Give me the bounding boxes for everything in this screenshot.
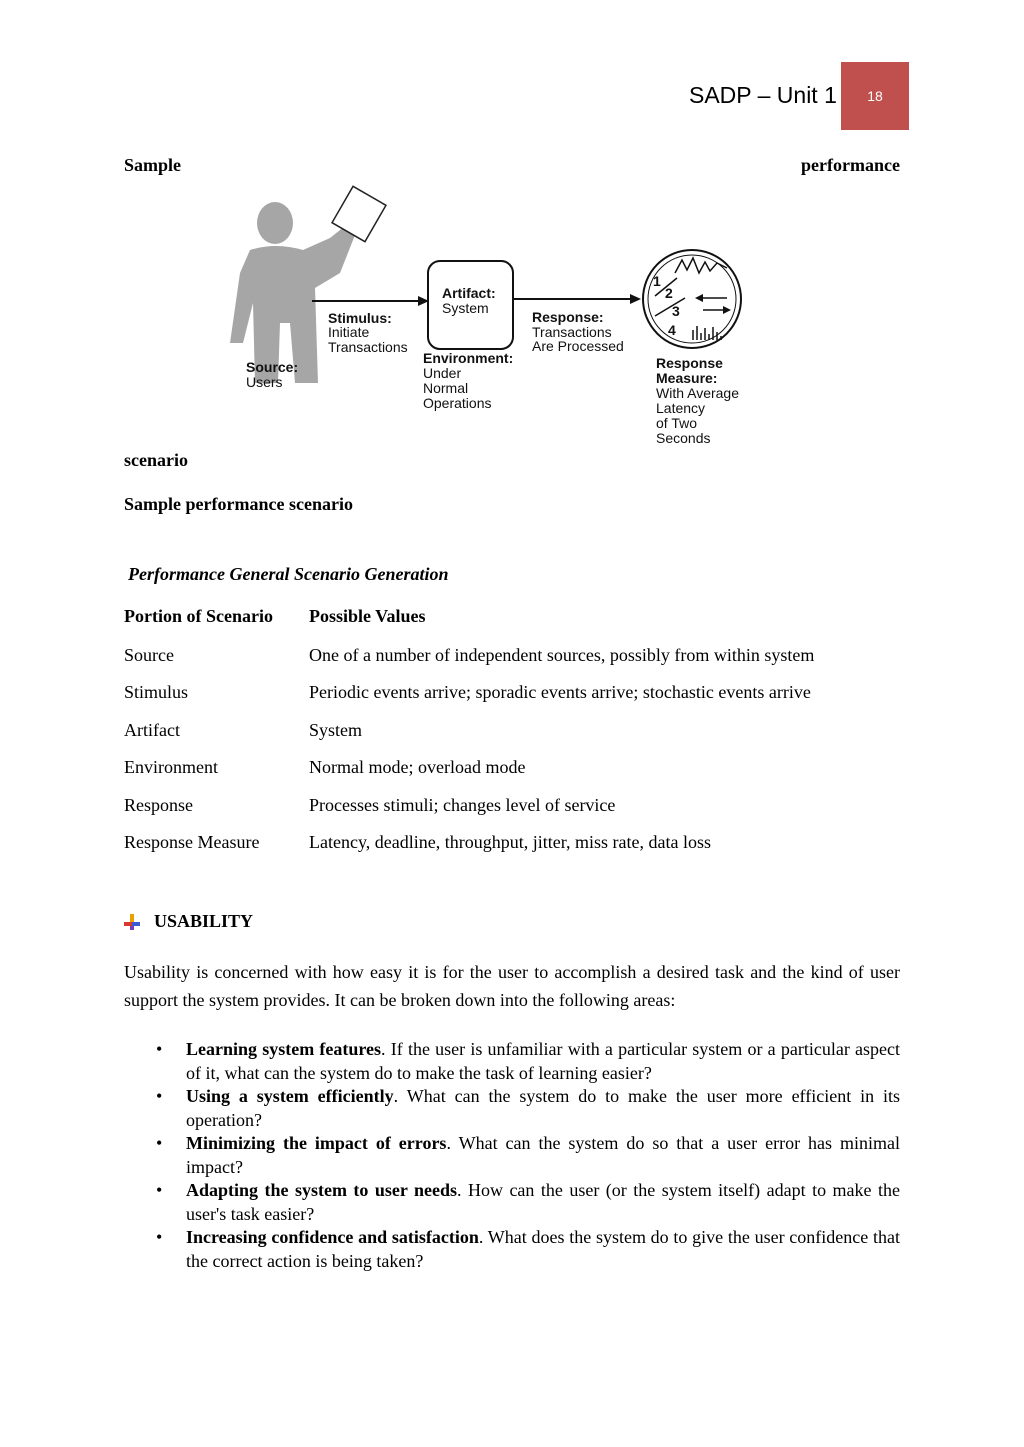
clock-number-1: 1 — [653, 273, 661, 289]
figure-caption: Sample performance scenario — [124, 494, 353, 514]
bullet-dot: • — [156, 1133, 163, 1153]
table-title: Performance General Scenario Generation — [128, 564, 449, 584]
usability-heading — [124, 911, 253, 932]
response-arrow — [513, 294, 641, 304]
list-item — [124, 1132, 900, 1179]
bullet-bold: Increasing confidence and satisfaction — [186, 1227, 479, 1247]
measure-label-line2: Measure: — [656, 370, 718, 386]
bullet-dot: • — [156, 1180, 163, 1200]
environment-label: Environment: — [423, 350, 514, 366]
stimulus-line2: Transactions — [328, 339, 408, 355]
environment-line2: Normal — [423, 380, 469, 396]
bullet-bold: Learning system features — [186, 1039, 382, 1059]
table-cell-values: Periodic events arrive; sporadic events arrive; stochastic events arrive — [309, 682, 811, 702]
measure-line1: With Average — [656, 385, 740, 401]
measure-line3: of Two — [656, 415, 697, 431]
stimulus-arrow — [312, 296, 429, 306]
colored-bullet-icon — [124, 914, 140, 930]
usability-heading-text: USABILITY — [154, 911, 254, 931]
bullet-dot: • — [156, 1227, 163, 1247]
bullet-dot: • — [156, 1086, 163, 1106]
artifact-label: Artifact: — [442, 285, 496, 301]
table-cell-portion: Environment — [124, 757, 218, 777]
clock-number-3: 3 — [672, 303, 680, 319]
source-value: Users — [246, 374, 283, 390]
measure-line4: Seconds — [656, 430, 711, 446]
environment-line1: Under — [423, 365, 462, 381]
caption-right-word: performance — [801, 155, 900, 175]
bullet-text: . What can the system do so that a user error has minimal impact? — [186, 1133, 900, 1177]
header-title: SADP – Unit 1 — [689, 82, 837, 108]
source-label: Source: — [246, 359, 299, 375]
bullet-bold: Adapting the system to user needs — [186, 1180, 458, 1200]
list-item — [124, 1226, 900, 1273]
artifact-value: System — [442, 300, 489, 316]
usability-bullet-list — [124, 1038, 900, 1273]
caption-scenario-word: scenario — [124, 450, 188, 470]
list-item — [124, 1085, 900, 1132]
bullet-dot: • — [156, 1039, 163, 1059]
table-cell-values: One of a number of independent sources, possibly from within system — [309, 645, 815, 665]
table-cell-portion: Response Measure — [124, 832, 260, 852]
table-cell-values: System — [309, 720, 363, 740]
user-figure-icon — [230, 202, 357, 383]
bullet-text: . How can the user (or the system itself) adapt to make the user's task easier? — [186, 1180, 900, 1224]
table-header-values: Possible Values — [309, 606, 426, 626]
stimulus-line1: Initiate — [328, 324, 370, 340]
measure-line2: Latency — [656, 400, 706, 416]
table-cell-portion: Stimulus — [124, 682, 189, 702]
table-header-portion: Portion of Scenario — [124, 606, 273, 626]
bullet-text: . What can the system do to make the user more efficient in its operation? — [186, 1086, 900, 1130]
list-item — [124, 1179, 900, 1226]
clock-number-2: 2 — [665, 285, 673, 301]
table-cell-portion: Source — [124, 645, 174, 665]
response-line1: Transactions — [532, 324, 612, 340]
caption-left-word: Sample — [124, 155, 182, 175]
page-number-badge: 18 — [841, 62, 909, 130]
stimulus-label: Stimulus: — [328, 310, 392, 326]
performance-scenario-figure — [215, 178, 775, 450]
environment-line3: Operations — [423, 395, 492, 411]
bullet-text: . What does the system do to give the user confidence that the correct action is being taken? — [186, 1227, 900, 1271]
stopwatch-icon — [643, 250, 741, 348]
table-cell-values: Normal mode; overload mode — [309, 757, 526, 777]
measure-label-line1: Response — [656, 355, 723, 371]
usability-paragraph: Usability is concerned with how easy it is for the user to accomplish a desired task and the kind of user support the system provides. It can be broken down into the following areas: — [124, 962, 900, 1010]
response-label: Response: — [532, 309, 604, 325]
bullet-bold: Using a system efficiently — [186, 1086, 394, 1106]
clock-number-4: 4 — [668, 322, 676, 338]
table-cell-portion: Artifact — [124, 720, 180, 740]
list-item — [124, 1038, 900, 1085]
bullet-bold: Minimizing the impact of errors — [186, 1133, 447, 1153]
table-cell-values: Latency, deadline, throughput, jitter, miss rate, data loss — [309, 832, 712, 852]
response-line2: Are Processed — [532, 338, 624, 354]
table-cell-values: Processes stimuli; changes level of service — [309, 795, 616, 815]
table-cell-portion: Response — [124, 795, 193, 815]
bullet-text: . If the user is unfamiliar with a particular system or a particular aspect of it, what can the system do to make the task of learning easier? — [186, 1039, 900, 1083]
